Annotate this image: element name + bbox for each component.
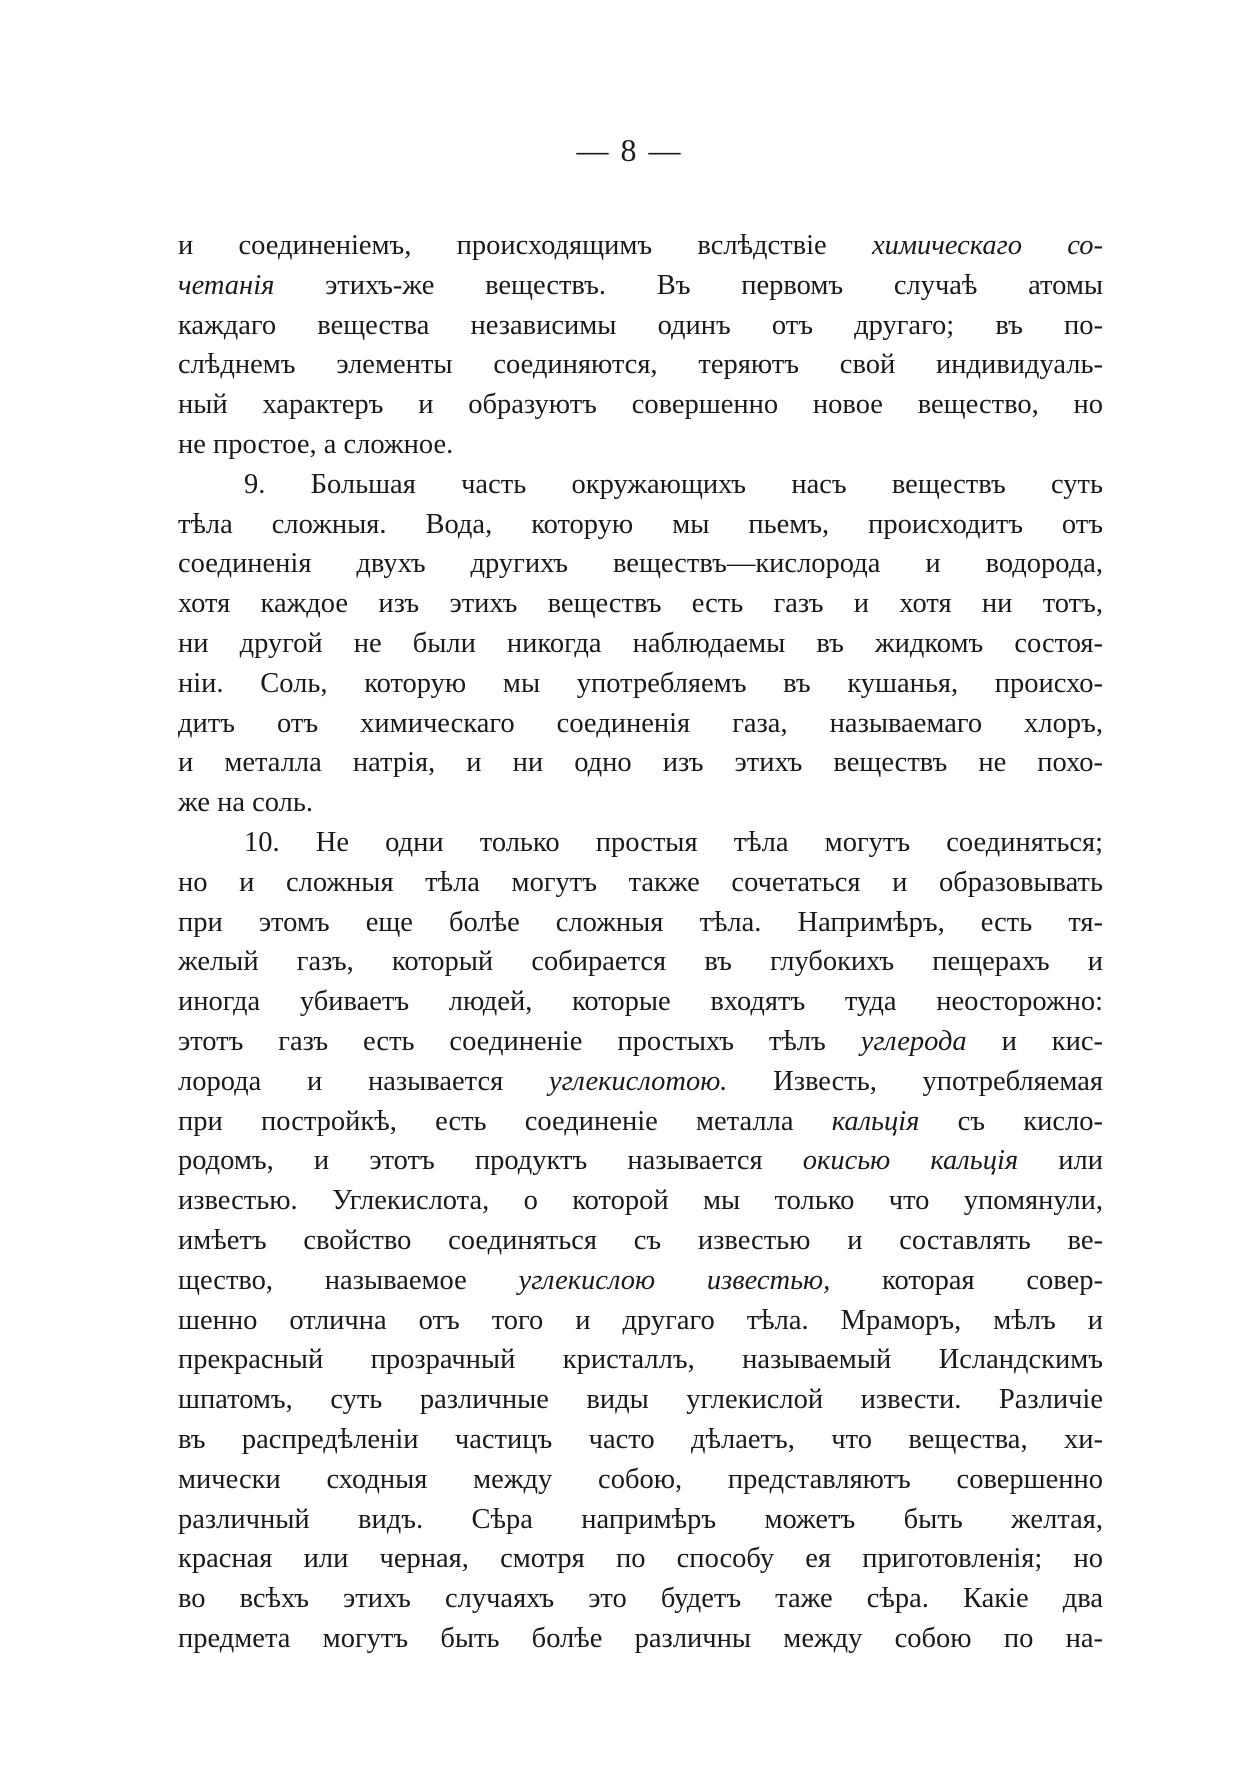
- text-line: слѣднемъ элементы соединяются, теряютъ свой индивидуаль-: [178, 349, 1103, 381]
- italic-term: кальція: [831, 1105, 920, 1137]
- text-span: щество, называемое: [178, 1264, 519, 1296]
- text-span: этихъ-же веществъ. Въ первомъ случаѣ атомы: [274, 269, 1103, 301]
- text-line: желый газъ, который собирается въ глубокихъ пещерахъ и: [178, 946, 1103, 978]
- text-line: шенно отлична отъ того и другаго тѣла. Мраморъ, мѣлъ и: [178, 1304, 1103, 1336]
- text-line: хотя каждое изъ этихъ веществъ есть газъ и хотя ни тотъ,: [178, 588, 1103, 620]
- text-line: соединенія двухъ другихъ веществъ—кислорода и водорода,: [178, 548, 1103, 580]
- paragraph-start: 9. Большая часть окружающихъ насъ веществъ суть: [244, 468, 1103, 500]
- text-span: лорода и называется: [178, 1065, 549, 1097]
- page-body: [178, 226, 1103, 1659]
- text-span: при постройкѣ, есть соединеніе металла: [178, 1105, 832, 1137]
- text-line: шпатомъ, суть различные виды углекислой извести. Различіе: [178, 1384, 1103, 1416]
- text-line: же на соль.: [178, 787, 313, 819]
- text-line: иногда убиваетъ людей, которые входятъ туда неосторожно:: [178, 986, 1103, 1018]
- italic-term: углекислою известью,: [518, 1264, 831, 1296]
- text-line: красная или черная, смотря по способу ея приготовленія; но: [178, 1543, 1103, 1575]
- text-line: [178, 1062, 1103, 1102]
- text-line: [178, 1141, 1103, 1181]
- text-line: ный характеръ и образуютъ совершенно новое вещество, но: [178, 389, 1103, 421]
- text-line: и металла натрія, и ни одно изъ этихъ веществъ не похо-: [178, 747, 1103, 779]
- text-span: съ кисло-: [919, 1105, 1103, 1137]
- text-line: ни другой не были никогда наблюдаемы въ жидкомъ состоя-: [178, 627, 1103, 659]
- italic-term: углерода: [860, 1025, 967, 1057]
- text-line: имѣетъ свойство соединяться съ известью и составлять ве-: [178, 1224, 1103, 1256]
- text-line: ніи. Соль, которую мы употребляемъ въ кушанья, происхо-: [178, 667, 1103, 699]
- text-line: каждаго вещества независимы одинъ отъ другаго; въ по-: [178, 309, 1103, 341]
- text-line: во всѣхъ этихъ случаяхъ это будетъ таже сѣра. Какіе два: [178, 1583, 1103, 1615]
- text-span: или: [1018, 1145, 1103, 1177]
- text-line: дитъ отъ химическаго соединенія газа, называемаго хлоръ,: [178, 707, 1103, 739]
- text-line: [178, 266, 1103, 306]
- text-line: не простое, а сложное.: [178, 428, 454, 460]
- text-line: [178, 1261, 1103, 1301]
- text-line: тѣла сложныя. Вода, которую мы пьемъ, происходитъ отъ: [178, 508, 1103, 540]
- paragraph-start: 10. Не одни только простыя тѣла могутъ соединяться;: [244, 826, 1103, 858]
- italic-term: углекислотою.: [548, 1065, 728, 1097]
- italic-term: окисью кальція: [802, 1145, 1019, 1177]
- italic-term: четанія: [178, 269, 275, 301]
- text-line: при этомъ еще болѣе сложныя тѣла. Напримѣръ, есть тя-: [178, 906, 1103, 938]
- text-line: [178, 226, 1103, 266]
- text-line: предмета могутъ быть болѣе различны между собою по на-: [178, 1622, 1103, 1654]
- text-line: [178, 1102, 1103, 1142]
- text-span: которая совер-: [830, 1264, 1103, 1296]
- text-line: но и сложныя тѣла могутъ также сочетаться и образовывать: [178, 866, 1103, 898]
- italic-term: химическаго со-: [871, 230, 1103, 261]
- text-span: Известь, употребляемая: [727, 1065, 1103, 1097]
- text-line: известью. Углекислота, о которой мы только что упомянули,: [178, 1185, 1103, 1217]
- text-line: прекрасный прозрачный кристаллъ, называемый Исландскимъ: [178, 1344, 1103, 1376]
- page-number: — 8 —: [576, 132, 683, 168]
- text-line: мически сходныя между собою, представляютъ совершенно: [178, 1463, 1103, 1495]
- text-span: родомъ, и этотъ продуктъ называется: [178, 1145, 803, 1177]
- text-line: различный видъ. Сѣра напримѣръ можетъ быть желтая,: [178, 1503, 1103, 1535]
- text-span: и соединеніемъ, происходящимъ вслѣдствіе: [178, 230, 872, 261]
- text-span: и кис-: [966, 1025, 1103, 1057]
- text-line: [178, 1022, 1103, 1062]
- text-span: этотъ газъ есть соединеніе простыхъ тѣлъ: [178, 1025, 861, 1057]
- text-line: въ распредѣленіи частицъ часто дѣлаетъ, что вещества, хи-: [178, 1423, 1103, 1455]
